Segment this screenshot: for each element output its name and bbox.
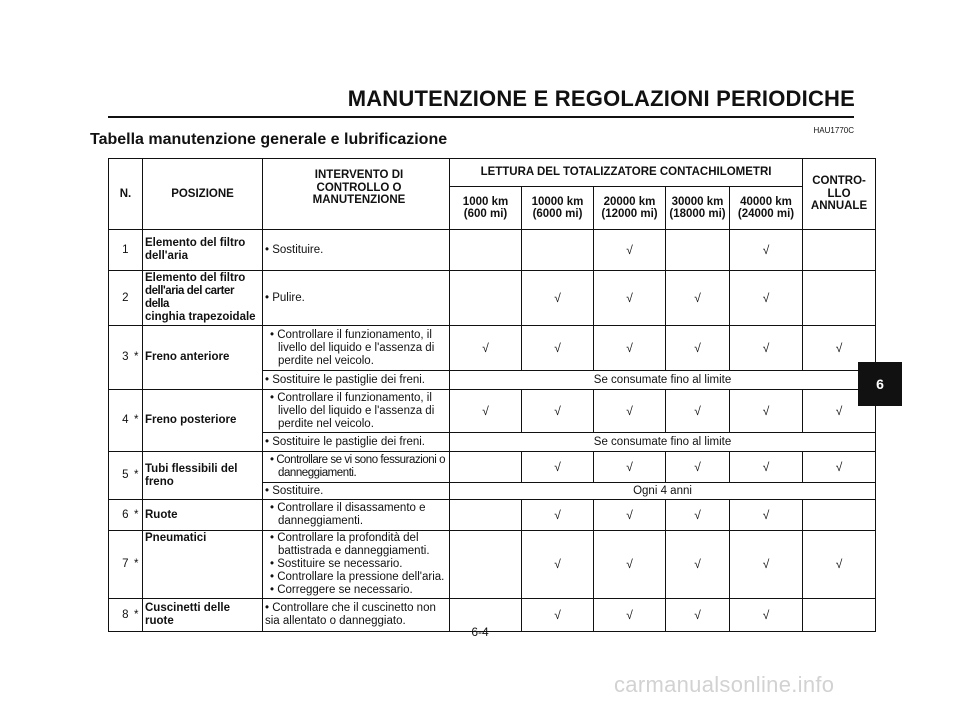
check-cell <box>450 230 522 271</box>
row-work: • Controllare che il cuscinetto non sia allentato o danneggiato. <box>263 599 450 632</box>
check-mark: √ <box>803 326 876 371</box>
check-mark: √ <box>594 452 666 483</box>
position-line: dell'aria del carter della <box>145 285 234 310</box>
work-item: • Controllare se vi sono fessurazioni o danneggiamenti. <box>270 454 446 479</box>
mi-label: (12000 mi) <box>601 208 658 220</box>
check-mark: √ <box>666 599 730 632</box>
work-item: • Controllare la profondità del battistrada e danneggiamenti. <box>270 532 430 557</box>
check-cell <box>450 271 522 326</box>
check-mark: √ <box>803 452 876 483</box>
row-position: Freno posteriore <box>143 390 263 452</box>
check-mark: √ <box>594 326 666 371</box>
header-km-5 <box>730 187 803 230</box>
check-cell <box>803 500 876 531</box>
work-item: • Sostituire se necessario. <box>270 558 403 570</box>
check-mark: √ <box>730 599 803 632</box>
title-rule <box>108 116 854 118</box>
span-note: Se consumate fino al limite <box>450 433 876 452</box>
km-label: 20000 km <box>603 195 656 208</box>
row-star <box>131 230 143 271</box>
check-mark: √ <box>522 500 594 531</box>
header-work: INTERVENTO DI CONTROLLO O MANUTENZIONE <box>263 159 450 230</box>
row-star: * <box>131 326 143 390</box>
km-label: 1000 km <box>462 195 509 208</box>
check-cell <box>450 531 522 599</box>
row-work <box>263 326 450 371</box>
table-row <box>109 390 876 433</box>
header-km-4 <box>666 187 730 230</box>
row-work: • Sostituire. <box>263 230 450 271</box>
check-mark: √ <box>803 390 876 433</box>
document-code: HAU1770C <box>813 126 854 135</box>
row-position: Cuscinetti delle ruote <box>143 599 263 632</box>
check-cell <box>522 230 594 271</box>
row-work <box>263 500 450 531</box>
row-work <box>263 452 450 483</box>
mi-label: (6000 mi) <box>532 208 583 220</box>
row-position: Ruote <box>143 500 263 531</box>
check-mark: √ <box>594 271 666 326</box>
table-row <box>109 326 876 371</box>
row-star: * <box>131 500 143 531</box>
check-cell <box>803 271 876 326</box>
check-mark: √ <box>803 531 876 599</box>
row-work: • Sostituire. <box>263 483 450 500</box>
check-cell <box>450 500 522 531</box>
check-mark: √ <box>666 326 730 371</box>
row-star: * <box>131 452 143 500</box>
table-row <box>109 500 876 531</box>
km-label: 40000 km <box>740 195 792 208</box>
km-label: 30000 km <box>671 195 724 208</box>
check-mark: √ <box>666 390 730 433</box>
table-row <box>109 452 876 483</box>
position-line: Elemento del filtro <box>145 272 246 284</box>
check-mark: √ <box>730 531 803 599</box>
row-number: 1 <box>109 230 131 271</box>
check-mark: √ <box>666 531 730 599</box>
row-work: • Sostituire le pastiglie dei freni. <box>263 371 450 390</box>
header-position: POSIZIONE <box>143 159 263 230</box>
check-cell <box>666 230 730 271</box>
section-title: Tabella manutenzione generale e lubrificazione <box>90 131 448 148</box>
chapter-title: MANUTENZIONE E REGOLAZIONI PERIODICHE <box>347 86 855 111</box>
header-row <box>109 159 876 187</box>
span-note: Se consumate fino al limite <box>450 371 876 390</box>
row-work <box>263 390 450 433</box>
row-position <box>143 271 263 326</box>
header-km-3 <box>594 187 666 230</box>
check-cell <box>450 452 522 483</box>
check-mark: √ <box>730 452 803 483</box>
check-mark: √ <box>594 599 666 632</box>
check-mark: √ <box>730 390 803 433</box>
check-mark: √ <box>730 500 803 531</box>
check-mark: √ <box>666 500 730 531</box>
check-mark: √ <box>450 326 522 371</box>
row-position: Elemento del filtro dell'aria <box>143 230 263 271</box>
row-position: Tubi flessibili del freno <box>143 452 263 500</box>
check-cell <box>803 230 876 271</box>
check-mark: √ <box>730 271 803 326</box>
row-work: • Pulire. <box>263 271 450 326</box>
check-mark: √ <box>730 326 803 371</box>
row-work: • Sostituire le pastiglie dei freni. <box>263 433 450 452</box>
header-odometer: LETTURA DEL TOTALIZZATORE CONTACHILOMETRI <box>450 159 803 187</box>
row-star <box>131 271 143 326</box>
row-position: Freno anteriore <box>143 326 263 390</box>
check-mark: √ <box>730 230 803 271</box>
check-mark: √ <box>522 326 594 371</box>
page-number: 6-4 <box>471 625 489 639</box>
row-star: * <box>131 390 143 452</box>
row-number: 2 <box>109 271 131 326</box>
check-mark: √ <box>522 390 594 433</box>
table-row <box>109 271 876 326</box>
maintenance-table <box>108 158 876 632</box>
position-line: cinghia trapezoidale <box>145 311 256 323</box>
header-km-1 <box>450 187 522 230</box>
mi-label: (24000 mi) <box>737 208 795 220</box>
row-number: 5 <box>109 452 131 500</box>
table-row <box>109 531 876 599</box>
check-mark: √ <box>594 230 666 271</box>
work-item: • Controllare il funzionamento, il livello del liquido e l'assenza di perdite nel veicolo. <box>270 391 435 430</box>
row-work <box>263 531 450 599</box>
row-number: 8 <box>109 599 131 632</box>
check-mark: √ <box>594 531 666 599</box>
check-mark: √ <box>594 390 666 433</box>
work-item: • Controllare il disassamento e danneggiamenti. <box>270 502 426 527</box>
check-mark: √ <box>522 271 594 326</box>
check-mark: √ <box>522 452 594 483</box>
row-star: * <box>131 599 143 632</box>
chapter-tab: 6 <box>858 362 902 406</box>
work-item: • Controllare la pressione dell'aria. <box>270 571 445 583</box>
work-item: • Correggere se necessario. <box>270 584 413 596</box>
header-annual: CONTRO-LLO ANNUALE <box>803 159 876 230</box>
check-cell <box>803 599 876 632</box>
row-number: 7 <box>109 531 131 599</box>
check-mark: √ <box>594 500 666 531</box>
mi-label: (18000 mi) <box>669 208 726 220</box>
row-star: * <box>131 531 143 599</box>
check-mark: √ <box>666 271 730 326</box>
span-note: Ogni 4 anni <box>450 483 876 500</box>
row-position: Pneumatici <box>143 531 263 599</box>
table-row <box>109 230 876 271</box>
row-number: 6 <box>109 500 131 531</box>
check-mark: √ <box>522 531 594 599</box>
row-number: 3 <box>109 326 131 390</box>
header-n: N. <box>109 159 143 230</box>
watermark: carmanualsonline.info <box>614 672 835 697</box>
check-mark: √ <box>522 599 594 632</box>
mi-label: (600 mi) <box>463 208 508 220</box>
km-label: 10000 km <box>531 195 584 208</box>
check-mark: √ <box>450 390 522 433</box>
header-km-2 <box>522 187 594 230</box>
work-item: • Controllare il funzionamento, il livello del liquido e l'assenza di perdite nel veicolo. <box>270 328 435 367</box>
check-mark: √ <box>666 452 730 483</box>
row-number: 4 <box>109 390 131 452</box>
